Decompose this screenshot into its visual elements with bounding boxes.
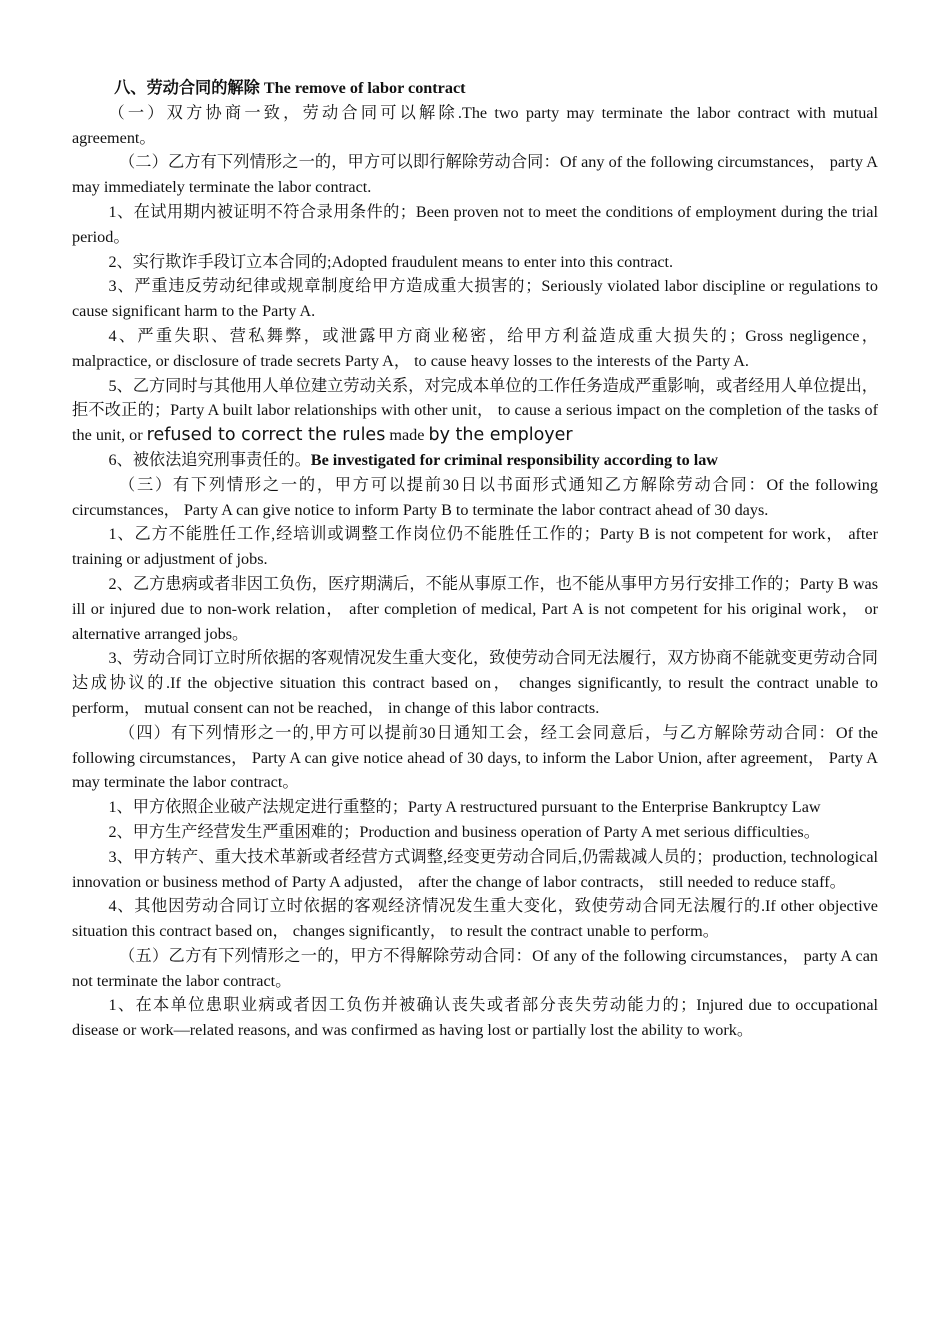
clause-4-item-3: 3、甲方转产、重大技术革新或者经营方式调整,经变更劳动合同后,仍需裁减人员的；production, technological innovation or business method of Party A adjusted， after the change of labor contracts， still needed to reduce staff。 (72, 847, 878, 891)
clause-4-item-1: 1、甲方依照企业破产法规定进行重整的；Party A restructured pursuant to the Enterprise Bankruptcy Law (108, 798, 821, 817)
clause-3-item-3: 3、劳动合同订立时所依据的客观情况发生重大变化，致使劳动合同无法履行，双方协商不能就变更劳动合同达成协议的.If the objective situation this contract based on， changes significantly, to result the contract unable to perform， mutual consent can not be reached， in change of this labor contracts. (72, 649, 878, 717)
clause-2-item-5-text-2: made (385, 426, 429, 445)
clause-1: （一）双方协商一致，劳动合同可以解除.The two party may terminate the labor contract with mutual agreement。 (72, 103, 878, 147)
clause-2-item-3: 3、严重违反劳动纪律或规章制度给甲方造成重大损害的；Seriously violated labor discipline or regulations to cause significant harm to the Party A. (72, 277, 878, 321)
clause-2-item-4: 4、严重失职、营私舞弊，或泄露甲方商业秘密，给甲方利益造成重大损失的；Gross negligence， malpractice, or disclosure of trade secrets Party A， to cause heavy losses to the interests of the Party A. (72, 326, 878, 370)
clause-2-item-5-sans-2: by the employer (428, 425, 573, 446)
clause-2-item-5 (72, 374, 878, 448)
clause-4-item-2: 2、甲方生产经营发生严重困难的；Production and business operation of Party A met serious difficulties。 (108, 822, 820, 841)
clause-2-item-1: 1、在试用期内被证明不符合录用条件的；Been proven not to meet the conditions of employment during the trial period。 (72, 202, 878, 246)
clause-3-item-1: 1、乙方不能胜任工作,经培训或调整工作岗位仍不能胜任工作的；Party B is not competent for work， after training or adjustment of jobs. (72, 525, 878, 569)
clause-3: （三）有下列情形之一的，甲方可以提前30日以书面形式通知乙方解除劳动合同：Of the following circumstances， Party A can give notice to inform Party B to terminate the labor contract ahead of 30 days. (72, 475, 878, 519)
document-page (72, 76, 878, 1043)
clause-5-item-1: 1、在本单位患职业病或者因工负伤并被确认丧失或者部分丧失劳动能力的；Injured due to occupational disease or work—related reasons, and was confirmed as having lost or partially lost the ability to work。 (72, 996, 878, 1040)
clause-2-item-2: 2、实行欺诈手段订立本合同的;Adopted fraudulent means to enter into this contract. (108, 252, 674, 271)
section-title: 八、劳动合同的解除 The remove of labor contract (114, 79, 466, 97)
clause-4: （四）有下列情形之一的,甲方可以提前30日通知工会，经工会同意后，与乙方解除劳动合同：Of the following circumstances， Party A can give notice ahead of 30 days, to inform the Labor Union, after agreement， Party A may terminate the labor contract。 (72, 723, 878, 792)
clause-2-item-6-text: 6、被依法追究刑事责任的。 (108, 450, 311, 469)
clause-2-item-6 (72, 448, 878, 473)
clause-3-item-2: 2、乙方患病或者非因工负伤，医疗期满后，不能从事原工作，也不能从事甲方另行安排工作的；Party B was ill or injured due to non-work relation， after completion of medical, Part A is not competent for his original work， or alternative arranged jobs。 (72, 574, 878, 643)
clause-5: （五）乙方有下列情形之一的，甲方不得解除劳动合同：Of any of the following circumstances， party A can not terminate the labor contract。 (72, 946, 878, 990)
clause-4-item-4: 4、其他因劳动合同订立时依据的客观经济情况发生重大变化，致使劳动合同无法履行的.If other objective situation this contract based on， changes significantly， to result the contract unable to perform。 (72, 897, 878, 941)
clause-2-item-5-sans-1: refused to correct the rules (146, 425, 386, 446)
clause-2: （二）乙方有下列情形之一的，甲方可以即行解除劳动合同：Of any of the following circumstances， party A may immediately terminate the labor contract. (72, 153, 878, 197)
clause-2-item-5-text: 5、乙方同时与其他用人单位建立劳动关系，对完成本单位的工作任务造成严重影响，或者经用人单位提出，拒不改正的；Party A built labor relationships with other unit， to cause a serious impact on the completion of the tasks of the unit, or (72, 376, 878, 445)
clause-2-item-6-bold: Be investigated for criminal responsibility according to law (310, 450, 718, 469)
